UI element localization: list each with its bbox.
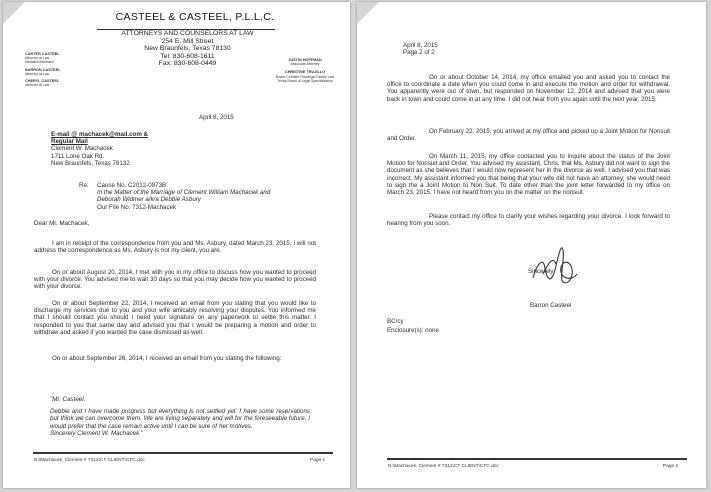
body-paragraph: On or about August 20, 2014, I met with you in my office to discuss how you wanted to proceed with your divorce. You advised me to wait 30 days so that you may decide how you wanted to proceed with your divorce. (34, 269, 316, 291)
body-paragraph: On February 22, 2015, you arrived at my office and picked up a Joint Motion for Nonsuit and Order. (387, 128, 670, 143)
closing: Sincerely, (528, 268, 555, 275)
partner-title: Associate Attorney (290, 62, 320, 67)
quote-sign: Sincerely Clement W. Machacek " (50, 429, 144, 437)
partner-name: CHRISTINE TRUJILLO (284, 70, 326, 75)
body-paragraph: On March 11, 2015, my office contacted you to inquire about the status of the Joint Motion for Nonsuit and Order. You advised my assistant, Chris, that Ms. Asbury did not want to sign the document as she believes that I would now represent her in the divorce as well. I advised you that was incorrect. My assistant informed you that being that your wife did not have an attorney; she would need to sign the a Joint Motion to Non Suit. To date other than the joint letter forwarded to my office on March 23, 2015, I have not heard from you on the matter on the nonsuit. (387, 153, 670, 197)
re-file: Our File No. 7312-Machacek (97, 203, 177, 211)
recipient-line: Clement W. Machacek (51, 145, 113, 153)
right-partners (267, 54, 343, 83)
firm-tagline: ATTORNEYS AND COUNSELORS AT LAW (121, 30, 254, 37)
footer-rule (387, 458, 687, 460)
footer-path: N:\Machacek, Clement # 7312\CT CLIENT\CTC.doc (34, 458, 145, 463)
re-text (97, 182, 337, 211)
body-paragraph: On or about October 14, 2014, my office emailed you and asked you to contact the office to coordinate a date when you could come in and execute the motion and order for withdrawal. You apparently were out of town, but responded on November 12, 2014 and advised that you were back in town and could come in at any time. I did not hear from you again until the next year, 2015. (387, 74, 670, 103)
quoted-email (50, 396, 310, 437)
footer-rule (33, 452, 333, 454)
firm-tel: Tel: 830-608-1611 (160, 52, 215, 60)
salutation: Dear Mr. Machacek, (34, 220, 90, 227)
partner-name: CHERYL CASTEEL (25, 79, 60, 84)
firm-fax: Fax: 830-608-0449 (158, 60, 217, 68)
page-corner-fold (3, 2, 25, 24)
letter-page-1 (3, 2, 350, 488)
firm-letterhead (95, 30, 280, 68)
signature-scribble (523, 234, 583, 294)
partner-name: JUSTIN HOFFMAN (288, 58, 322, 62)
partner-title: Mediator/Arbitrator (25, 60, 54, 65)
left-partners (25, 49, 93, 87)
body-paragraph: On or about September 22, 2014, I received an email from you stating that you would like to discharge my services due to you and your wife amicably resolving your disputes. You informed me that I should contact you should I need your signature on any paperwork to settle this matter. I responded to you that same day and advised you that I would be preparing a motion and order to withdraw and asked if you wanted the case dismissed as well. (34, 300, 316, 336)
enclosures: Enclosure(s): none (387, 327, 439, 334)
firm-address: 254 E. Mill Street (161, 37, 214, 45)
partner-title: Texas Board of Legal Specialization (277, 78, 333, 83)
letter-date: April 8, 2015 (199, 114, 234, 121)
partner-title: Attorney at Law (25, 71, 50, 76)
page-header (403, 42, 438, 56)
delivery-email: E-mail @ machacek@mail.com & (51, 131, 149, 138)
re-matter: Deborah Widmer a/k/a Debbie Asbury (97, 196, 201, 204)
partner-title: Attorney at Law (25, 83, 50, 88)
re-label: Re: (79, 182, 89, 189)
signer-name: Barron Casteel (530, 302, 572, 309)
body-paragraph: On or about September 26, 2014, I received an email from you stating the following: (52, 355, 282, 362)
page-of: Page 2 of 2 (403, 49, 435, 57)
footer-path: N:\Machacek, Clement # 7312\CT CLIENT\CTC.doc (388, 464, 499, 469)
recipient-block (51, 131, 191, 167)
quote-body: Debbie and I have made progress but everything is not settled yet. I have some reservations but think we can overcome them. We are living separately and will for the foreseeable future. I would prefer that the case remain active until I can be sure of her motives. (50, 408, 310, 430)
body-paragraph: Please contact my office to clarify your wishes regarding your divorce. I look forward to hearing from you soon. (387, 213, 670, 228)
page-corner-fold (357, 2, 379, 24)
footer-page: Page 1 (310, 458, 326, 463)
re-matter: In the Matter of the Marriage of Clement William Machacek and (97, 189, 271, 197)
partner-title: Board Certified Paralegal-Family Law (276, 74, 334, 79)
letter-date: April 8, 2015 (403, 42, 438, 49)
firm-city: New Braunfels, Texas 78130 (144, 45, 231, 53)
recipient-line: 1711 Lone Oak Rd. (51, 152, 105, 160)
partner-name: BARRON CASTEEL (25, 67, 61, 72)
partner-name: CARTER CASTEEL (25, 52, 60, 56)
typist-initials: BC/cy (387, 318, 404, 325)
footer-page: Page 2 (663, 464, 679, 469)
quote-open: "Mr. Casteel, (50, 396, 86, 403)
recipient-line: New Braunfels, Texas 78132 (51, 159, 130, 167)
firm-name: CASTEEL & CASTEEL, P.L.L.C. (115, 11, 275, 23)
partner-title: Attorney at Law (25, 56, 50, 61)
body-paragraph: I am in receipt of the correspondence from you and Ms. Asbury, dated March 23, 2015. I will not address the correspondence as Ms. Asbury is not my client, you are. (34, 240, 316, 255)
delivery-mail: Regular Mail (51, 138, 88, 146)
re-cause: Cause No. C2012-0973B (97, 182, 167, 189)
letter-page-2 (357, 2, 706, 488)
